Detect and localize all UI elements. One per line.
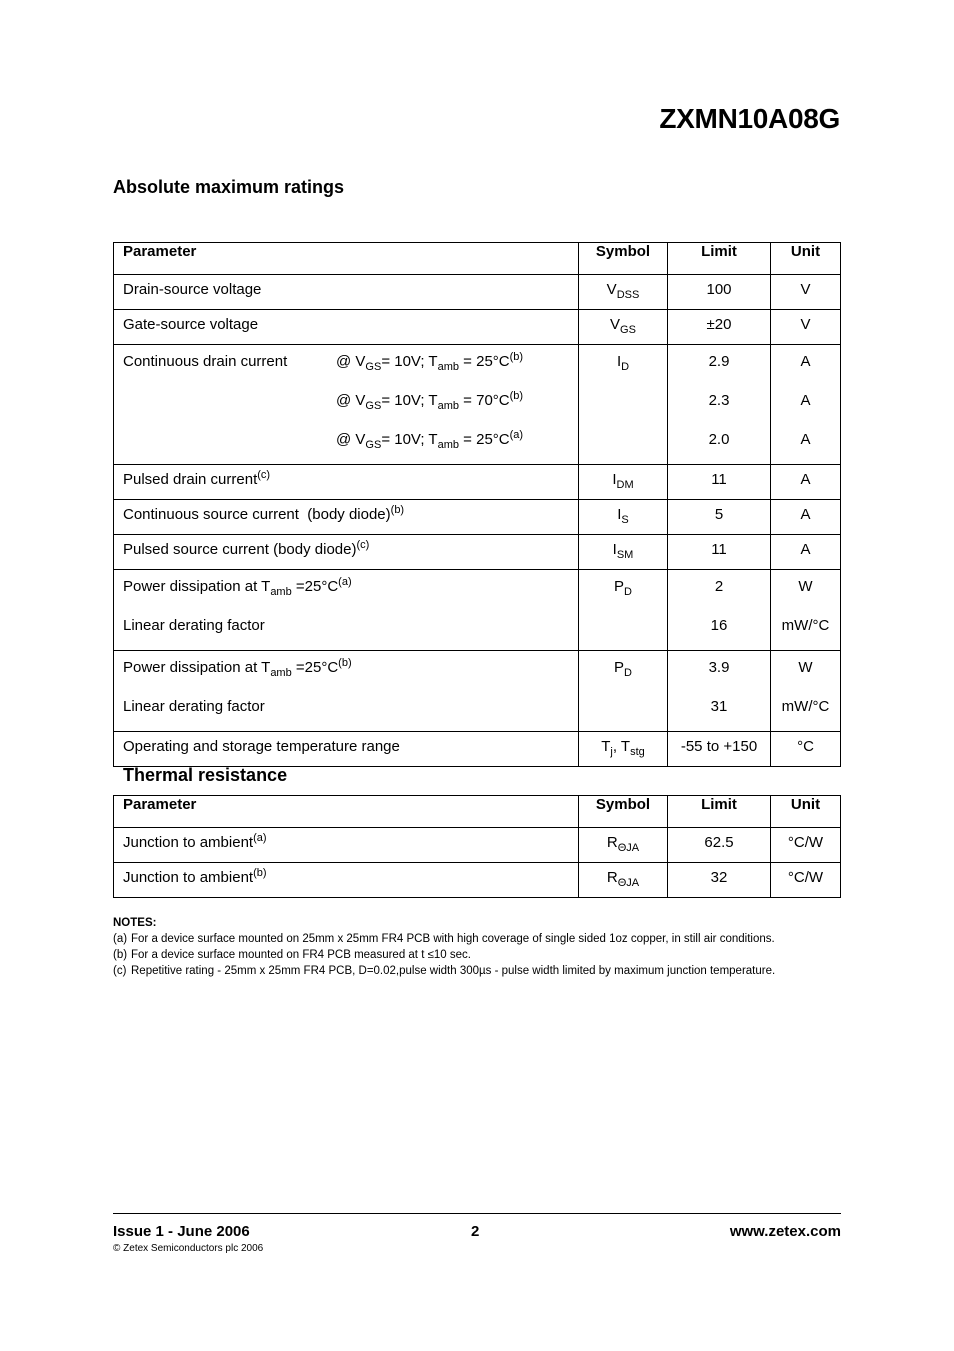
unit-id-3: A — [800, 431, 811, 448]
thermal-resistance-title: Thermal resistance — [123, 765, 288, 785]
note-text: Repetitive rating - 25mm x 25mm FR4 PCB, D=0.02,pulse width 300µs - pulse width limited by maximum junction temperature. — [131, 965, 776, 977]
table-row-pulsed-drain-current — [114, 465, 841, 500]
note-text: For a device surface mounted on 25mm x 25mm FR4 PCB with high coverage of single sided 1oz copper, in still air conditions. — [131, 933, 775, 945]
param-temperature-range: Operating and storage temperature range — [123, 738, 400, 755]
note-b — [113, 947, 841, 963]
unit-id-2: A — [800, 392, 811, 409]
absolute-max-ratings-table — [113, 242, 841, 767]
unit-pd-b: W — [798, 659, 813, 676]
note-text: For a device surface mounted on FR4 PCB measured at t ≤10 sec. — [131, 949, 471, 961]
condition-2: @ $V_{GS}= 10V$; $T_{amb} = 70^\circ C^{(b)}$ — [336, 390, 524, 412]
absolute-max-ratings-title: Absolute maximum ratings — [113, 177, 345, 197]
param-continuous-drain-current: Continuous drain current — [123, 353, 288, 370]
unit-pd-a: W — [798, 578, 813, 595]
param-derating-b: Linear derating factor — [123, 698, 265, 715]
limit-rthja-a: 62.5 — [704, 834, 734, 851]
param-continuous-source-current: Continuous source current (body diode)$^{(b)}$ — [123, 504, 405, 523]
table-row-power-dissipation-a — [114, 570, 841, 651]
unit-is: A — [800, 506, 811, 523]
limit-vgs: ±20 — [706, 316, 732, 333]
footer-divider — [113, 1213, 841, 1214]
header-limit: Limit — [668, 796, 771, 828]
table-row-power-dissipation-b — [114, 651, 841, 732]
unit-temperature-range: °C — [797, 738, 814, 755]
limit-ism: 11 — [711, 541, 727, 558]
footer-copyright: © Zetex Semiconductors plc 2006 — [113, 1243, 264, 1254]
param-pulsed-source-current: Pulsed source current (body diode)$^{(c)}$ — [123, 539, 370, 558]
param-pulsed-drain-current: Pulsed drain current$^{(c)}$ — [123, 469, 271, 488]
footer-issue: Issue 1 - June 2006 — [113, 1223, 250, 1240]
table-row-gate-source-voltage — [114, 310, 841, 345]
symbol-idm: $I_{DM}$ — [612, 471, 634, 491]
limit-temperature-range: -55 to +150 — [680, 738, 758, 755]
param-power-dissipation-b: Power dissipation at $T_{amb} =25^\circ C^{(b)}$ — [123, 657, 352, 679]
param-derating-a: Linear derating factor — [123, 617, 265, 634]
header-symbol: Symbol — [579, 796, 668, 828]
note-key: (b) — [113, 949, 128, 961]
symbol-tj-tstg: $T_j$, $T_{stg}$ — [601, 738, 645, 758]
unit-rthja-b: °C/W — [787, 869, 824, 886]
symbol-pd-a: $P_D$ — [614, 578, 632, 598]
page-number: 2 — [471, 1223, 480, 1240]
limit-idm: 11 — [711, 471, 727, 488]
header-unit: Unit — [771, 243, 841, 275]
notes-section — [113, 915, 841, 979]
limit-derating-b: 31 — [710, 698, 728, 715]
table-row-junction-ambient-a — [114, 828, 841, 863]
table-row-continuous-source-current — [114, 500, 841, 535]
symbol-is: $I_S$ — [617, 506, 629, 526]
limit-is: 5 — [714, 506, 724, 523]
table-row-junction-ambient-b — [114, 863, 841, 898]
symbol-rthja-b: $R_{\Theta JA}$ — [606, 869, 640, 889]
unit-vdss: V — [800, 281, 811, 298]
condition-1: @ $V_{GS}= 10V$; $T_{amb} = 25^\circ C^{(b)}$ — [336, 351, 524, 373]
notes-title: NOTES: — [113, 917, 157, 929]
note-key: (c) — [113, 965, 127, 977]
limit-rthja-b: 32 — [710, 869, 728, 886]
param-gate-source-voltage: Gate-source voltage — [123, 316, 259, 333]
unit-vgs: V — [800, 316, 811, 333]
table-header-row — [114, 796, 841, 828]
note-c — [113, 963, 841, 979]
symbol-id: $I_D$ — [616, 353, 630, 373]
symbol-vdss: $V_{DSS}$ — [606, 281, 640, 301]
note-a — [113, 931, 841, 947]
param-drain-source-voltage: Drain-source voltage — [123, 281, 262, 298]
unit-rthja-a: °C/W — [787, 834, 824, 851]
table-row-temperature-range — [114, 732, 841, 767]
header-limit: Limit — [668, 243, 771, 275]
symbol-pd-b: $P_D$ — [614, 659, 632, 679]
table-row-pulsed-source-current — [114, 535, 841, 570]
note-key: (a) — [113, 933, 128, 945]
param-power-dissipation-a: Power dissipation at $T_{amb} =25^\circ C^{(a)}$ — [123, 576, 352, 598]
header-symbol: Symbol — [579, 243, 668, 275]
symbol-rthja-a: $R_{\Theta JA}$ — [606, 834, 640, 854]
symbol-vgs: $V_{GS}$ — [610, 316, 636, 336]
header-unit: Unit — [771, 796, 841, 828]
table-row-continuous-drain-current — [114, 345, 841, 465]
limit-id-2: 2.3 — [708, 392, 730, 409]
unit-derating-b: mW/°C — [781, 698, 830, 715]
header-parameter: Parameter — [114, 243, 579, 275]
unit-derating-a: mW/°C — [781, 617, 830, 634]
limit-id-3: 2.0 — [708, 431, 730, 448]
symbol-ism: $I_{SM}$ — [612, 541, 634, 561]
thermal-resistance-table — [113, 795, 841, 898]
part-number-title: ZXMN10A08G — [659, 103, 840, 134]
table-row-drain-source-voltage — [114, 275, 841, 310]
limit-pd-b: 3.9 — [708, 659, 730, 676]
table-header-row — [114, 243, 841, 275]
unit-ism: A — [800, 541, 811, 558]
param-junction-ambient-b: Junction to ambient$^{(b)}$ — [123, 867, 267, 886]
limit-vdss: 100 — [706, 281, 732, 298]
condition-3: @ $V_{GS}= 10V$; $T_{amb} = 25^\circ C^{(a)}$ — [336, 429, 524, 451]
limit-derating-a: 16 — [710, 617, 728, 634]
limit-id-1: 2.9 — [708, 353, 730, 370]
unit-id-1: A — [800, 353, 811, 370]
header-parameter: Parameter — [114, 796, 579, 828]
limit-pd-a: 2 — [714, 578, 724, 595]
param-junction-ambient-a: Junction to ambient$^{(a)}$ — [123, 832, 267, 851]
unit-idm: A — [800, 471, 811, 488]
footer-website-link[interactable]: www.zetex.com — [729, 1223, 841, 1240]
